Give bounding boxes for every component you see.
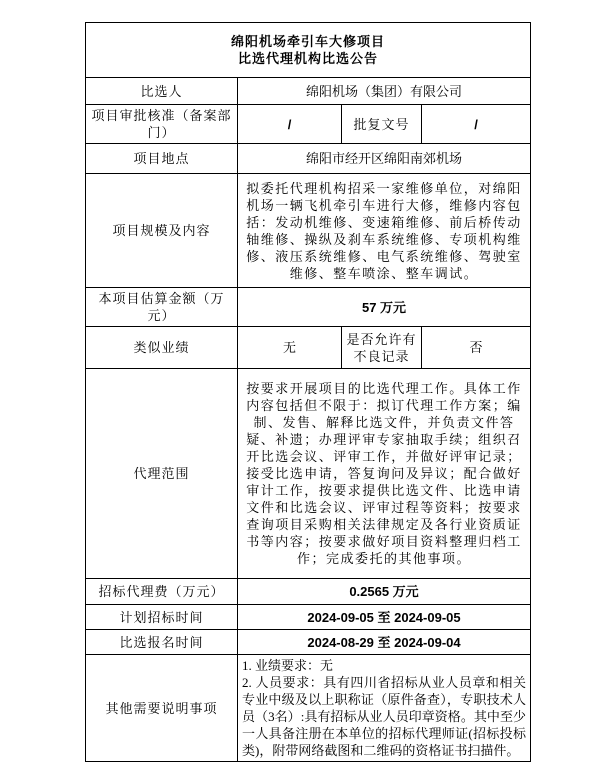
estimate-label: 本项目估算金额（万元） bbox=[86, 288, 238, 327]
signup-time-row bbox=[86, 630, 531, 655]
bidder-row bbox=[86, 78, 531, 105]
document-title bbox=[86, 23, 531, 78]
bidder-value: 绵阳机场（集团）有限公司 bbox=[238, 78, 531, 105]
similar-performance-value: 无 bbox=[238, 327, 342, 369]
signup-time-label: 比选报名时间 bbox=[86, 630, 238, 655]
agency-fee-label: 招标代理费（万元） bbox=[86, 579, 238, 605]
project-scale-value: 拟委托代理机构招采一家维修单位，对绵阳机场一辆飞机牵引车进行大修，维修内容包括：发动机维修、变速箱维修、前后桥传动轴维修、操纵及刹车系统维修、专项机构维修、液压系统维修、电气系统维修、驾驶室维修、整车喷涂、整车调试。 bbox=[238, 174, 531, 288]
other-notes-label: 其他需要说明事项 bbox=[86, 655, 238, 762]
title-row bbox=[86, 23, 531, 78]
approval-doc-no-label: 批复文号 bbox=[342, 105, 422, 144]
agency-fee-row bbox=[86, 579, 531, 605]
bad-record-value: 否 bbox=[422, 327, 531, 369]
location-row bbox=[86, 144, 531, 174]
bidder-label: 比选人 bbox=[86, 78, 238, 105]
location-value: 绵阳市经开区绵阳南郊机场 bbox=[238, 144, 531, 174]
tender-time-label: 计划招标时间 bbox=[86, 605, 238, 630]
approval-label: 项目审批核准（备案部门） bbox=[86, 105, 238, 144]
announcement-table bbox=[85, 22, 531, 762]
agency-fee-value: 0.2565 万元 bbox=[238, 579, 531, 605]
title-line-1: 绵阳机场牵引车大修项目 bbox=[231, 34, 386, 49]
agency-scope-value: 按要求开展项目的比选代理工作。具体工作内容包括但不限于：拟订代理工作方案；编制、发售、解释比选文件，并负责文件答疑、补遗；办理评审专家抽取手续；组织召开比选会议、评审工作，并做好评审记录；接受比选申请，答复询问及异议；配合做好审计工作，按要求提供比选文件、比选申请文件和比选会议、评审过程等资料；按要求查询项目采购相关法律规定及各行业资质证书等内容；按要求做好项目资料整理归档工作；完成委托的其他事项。 bbox=[238, 369, 531, 579]
bad-record-label: 是否允许有不良记录 bbox=[342, 327, 422, 369]
other-notes-item-2: 2. 人员要求：具有四川省招标从业人员章和相关专业中级及以上职称证（原件备查），专职技术人员（3名）:具有招标从业人员印章资格。其中至少一人具备注册在本单位的招标代理师证(招标投标类)，附带网络截图和二维码的资格证书扫描件。 bbox=[242, 675, 527, 758]
signup-time-value: 2024-08-29 至 2024-09-04 bbox=[238, 630, 531, 655]
title-line-2: 比选代理机构比选公告 bbox=[238, 51, 379, 66]
agency-scope-row bbox=[86, 369, 531, 579]
other-notes-value bbox=[238, 655, 531, 762]
project-scale-row bbox=[86, 174, 531, 288]
estimate-value: 57 万元 bbox=[238, 288, 531, 327]
similar-performance-label: 类似业绩 bbox=[86, 327, 238, 369]
other-notes-item-1: 1. 业绩要求：无 bbox=[242, 658, 334, 673]
approval-doc-no-value: / bbox=[422, 105, 531, 144]
tender-time-row bbox=[86, 605, 531, 630]
estimate-row bbox=[86, 288, 531, 327]
other-notes-row bbox=[86, 655, 531, 762]
project-scale-label: 项目规模及内容 bbox=[86, 174, 238, 288]
similar-performance-row bbox=[86, 327, 531, 369]
tender-time-value: 2024-09-05 至 2024-09-05 bbox=[238, 605, 531, 630]
approval-row bbox=[86, 105, 531, 144]
location-label: 项目地点 bbox=[86, 144, 238, 174]
agency-scope-label: 代理范围 bbox=[86, 369, 238, 579]
approval-value: / bbox=[238, 105, 342, 144]
